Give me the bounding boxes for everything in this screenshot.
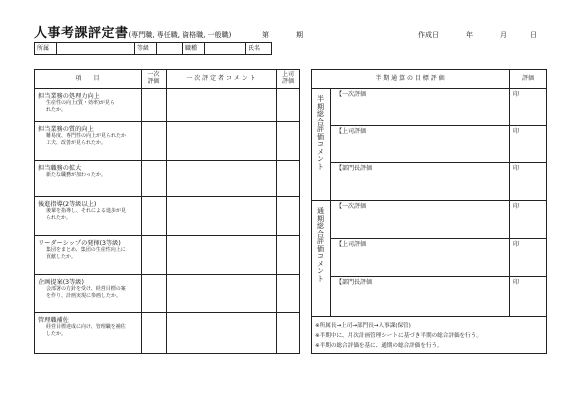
item-desc: 生産性の向上(質・効率)が見ら れたか。 xyxy=(46,100,115,113)
seal-mark: 印 xyxy=(513,165,520,172)
header-divider xyxy=(311,88,547,89)
col-header-boss-eval: 上司 評価 xyxy=(281,71,294,86)
info-row xyxy=(34,42,272,55)
item-title: 管理職補佐 xyxy=(38,317,69,324)
col-header-goal: 半 期 通 算 の 目 標 評 価 xyxy=(375,75,445,82)
dept-label: 所属 xyxy=(37,45,50,52)
item-desc: 後輩を指導し、それによる進歩が見 られたか。 xyxy=(46,208,127,221)
year-label: 年 xyxy=(466,31,473,39)
seal-mark: 印 xyxy=(513,128,520,135)
info-divider xyxy=(156,42,157,55)
item-desc: 集団をまとめ、集団の生産性向上に 貢献したか。 xyxy=(46,247,126,260)
row-divider xyxy=(330,125,547,126)
row-divider xyxy=(34,312,300,313)
goal-eval-table xyxy=(311,69,547,354)
eval-row-label: 【上司評価 xyxy=(336,241,367,248)
full-term-comment-label: 通 期 総 合 評 価 コ メ ン ト xyxy=(317,207,324,283)
row-divider xyxy=(34,274,300,275)
eval-row-label: 【上司評価 xyxy=(336,128,367,135)
grade-label: 等級 xyxy=(137,45,150,52)
row-divider xyxy=(34,235,300,236)
note-line: ※半期中に、月次計画管理シートに基づき半期の総合評価を行う。 xyxy=(315,333,482,339)
col-header-item: 項 目 xyxy=(75,75,100,82)
page-title xyxy=(34,22,231,41)
half-term-comment-label: 半 期 総 合 評 価 コ メ ン ト xyxy=(317,95,324,171)
day-label: 日 xyxy=(530,31,537,39)
term-suffix: 期 xyxy=(296,31,303,39)
row-divider xyxy=(330,162,547,163)
col-divider xyxy=(509,69,510,316)
created-label: 作成日 xyxy=(418,31,439,39)
job-label: 職種 xyxy=(185,45,198,52)
row-divider xyxy=(311,316,547,317)
item-title: リーダーシップの発揮(3等級) xyxy=(38,240,121,247)
item-title: 後進指導(2等級以上) xyxy=(38,201,97,208)
row-divider xyxy=(311,200,547,201)
item-desc: 難易度、専門性の向上が見られたか 工夫、改善が見られたか。 xyxy=(46,133,127,146)
eval-row-label: 【部門長評価 xyxy=(336,279,373,286)
term-label: 第 xyxy=(262,31,269,39)
row-divider xyxy=(34,196,300,197)
eval-row-label: 【一次評価 xyxy=(336,203,367,210)
info-divider xyxy=(56,42,57,55)
title-subtitle: (専門職, 専任職, 資格職, 一般職) xyxy=(128,31,232,39)
row-divider xyxy=(34,121,300,122)
eval-row-label: 【部門長評価 xyxy=(336,165,373,172)
col-header-first-eval: 一次 評価 xyxy=(147,71,160,86)
item-desc: 経営目標達成に向け、管理職を補佐 したか。 xyxy=(46,324,126,337)
info-divider xyxy=(182,42,183,55)
info-divider xyxy=(245,42,246,55)
item-title: 担当業務の処理力向上 xyxy=(38,93,100,100)
month-label: 月 xyxy=(500,31,507,39)
info-divider xyxy=(204,42,205,55)
info-divider xyxy=(134,42,135,55)
row-divider xyxy=(34,160,300,161)
seal-mark: 印 xyxy=(513,279,520,286)
item-desc: 会部署の方針を受け、経営目標の案 を作り、計画実現に参画したか。 xyxy=(46,286,126,299)
row-divider xyxy=(330,276,547,277)
title-main: 人事考課評定書 xyxy=(34,26,129,41)
seal-mark: 印 xyxy=(513,91,520,98)
row-divider xyxy=(330,238,547,239)
col-header-eval: 評価 xyxy=(521,75,534,82)
item-desc: 新たな職務が加わったか。 xyxy=(46,172,106,178)
item-title: 担当職務の拡大 xyxy=(38,165,82,172)
note-line: ※所属長→上司→部門長→人事課(保管) xyxy=(315,323,411,329)
seal-mark: 印 xyxy=(513,241,520,248)
item-title: 企画提案(3等級) xyxy=(38,279,84,286)
eval-row-label: 【一次評価 xyxy=(336,91,367,98)
col-divider xyxy=(330,88,331,316)
item-title: 担当業務の質的向上 xyxy=(38,126,94,133)
seal-mark: 印 xyxy=(513,203,520,210)
header-divider xyxy=(34,88,300,89)
name-label: 氏名 xyxy=(248,45,261,52)
col-header-comment: 一 次 評 定 者 コ メ ン ト xyxy=(186,75,256,82)
note-line: ※半期の総合評価を基に、通期の総合評価を行う。 xyxy=(315,343,443,349)
